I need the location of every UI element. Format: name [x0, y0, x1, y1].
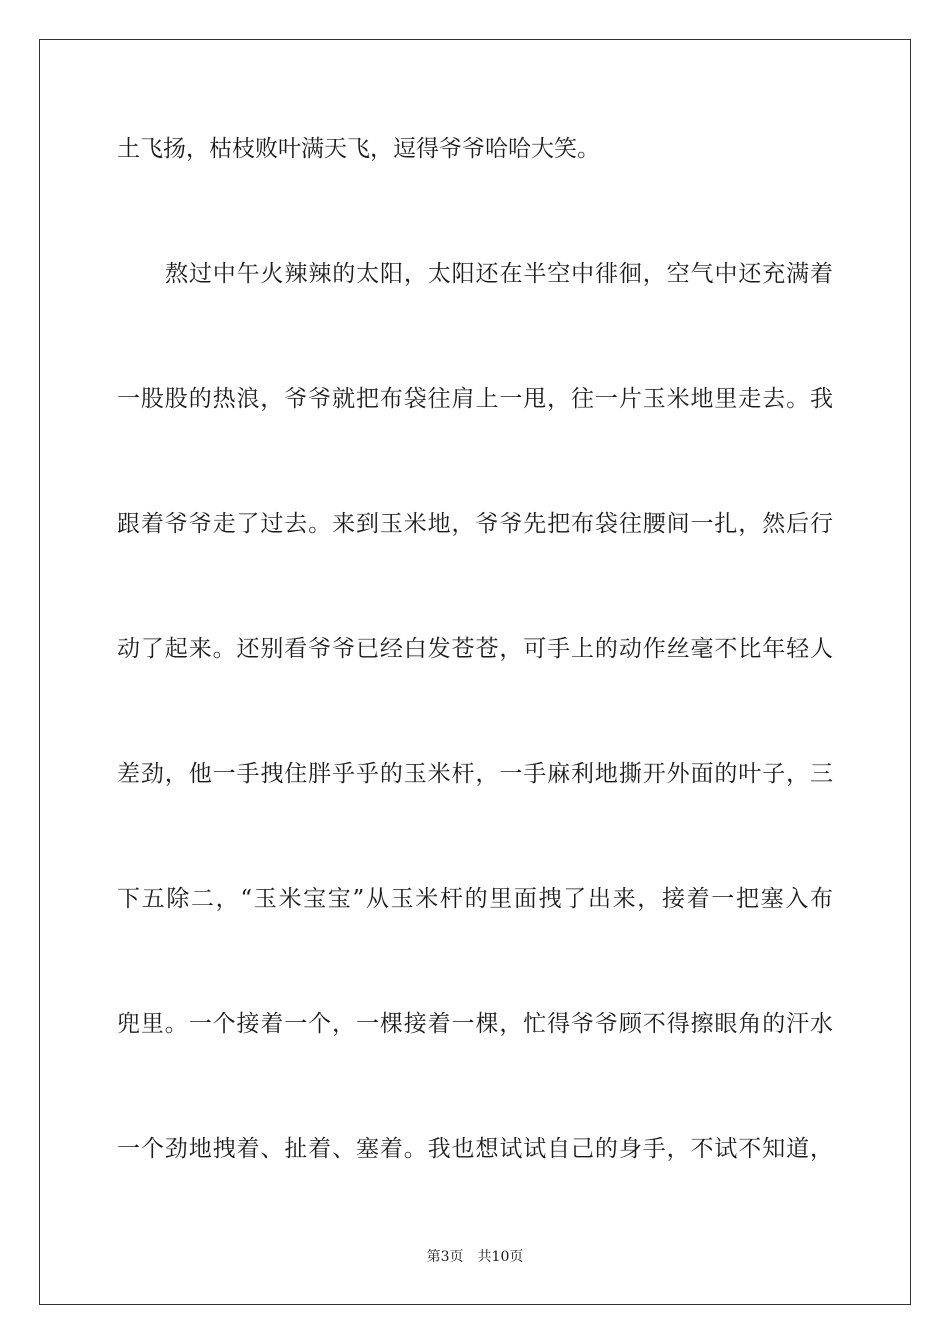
paragraph-line-2: 熬过中午火辣辣的太阳，太阳还在半空中徘徊，空气中还充满着	[165, 261, 833, 287]
paragraph-line-9: 一个劲地拽着、扯着、塞着。我也想试试自己的身手，不试不知道，	[117, 1136, 833, 1162]
paragraph-line-6: 差劲，他一手拽住胖乎乎的玉米杆，一手麻利地撕开外面的叶子，三	[117, 761, 833, 787]
page-number-footer: 第3页 共10页	[426, 1249, 524, 1265]
page-border	[39, 39, 911, 1305]
paragraph-line-5: 动了起来。还别看爷爷已经白发苍苍，可手上的动作丝毫不比年轻人	[117, 636, 833, 662]
paragraph-line-8: 兜里。一个接着一个，一棵接着一棵，忙得爷爷顾不得擦眼角的汗水	[117, 1011, 833, 1037]
paragraph-line-1: 土飞扬，枯枝败叶满天飞，逗得爷爷哈哈大笑。	[117, 136, 600, 162]
paragraph-line-3: 一股股的热浪，爷爷就把布袋往肩上一甩，往一片玉米地里走去。我	[117, 386, 833, 412]
paragraph-line-4: 跟着爷爷走了过去。来到玉米地，爷爷先把布袋往腰间一扎，然后行	[117, 511, 833, 537]
paragraph-line-7: 下五除二，“玉米宝宝”从玉米杆的里面拽了出来，接着一把塞入布	[117, 886, 833, 912]
